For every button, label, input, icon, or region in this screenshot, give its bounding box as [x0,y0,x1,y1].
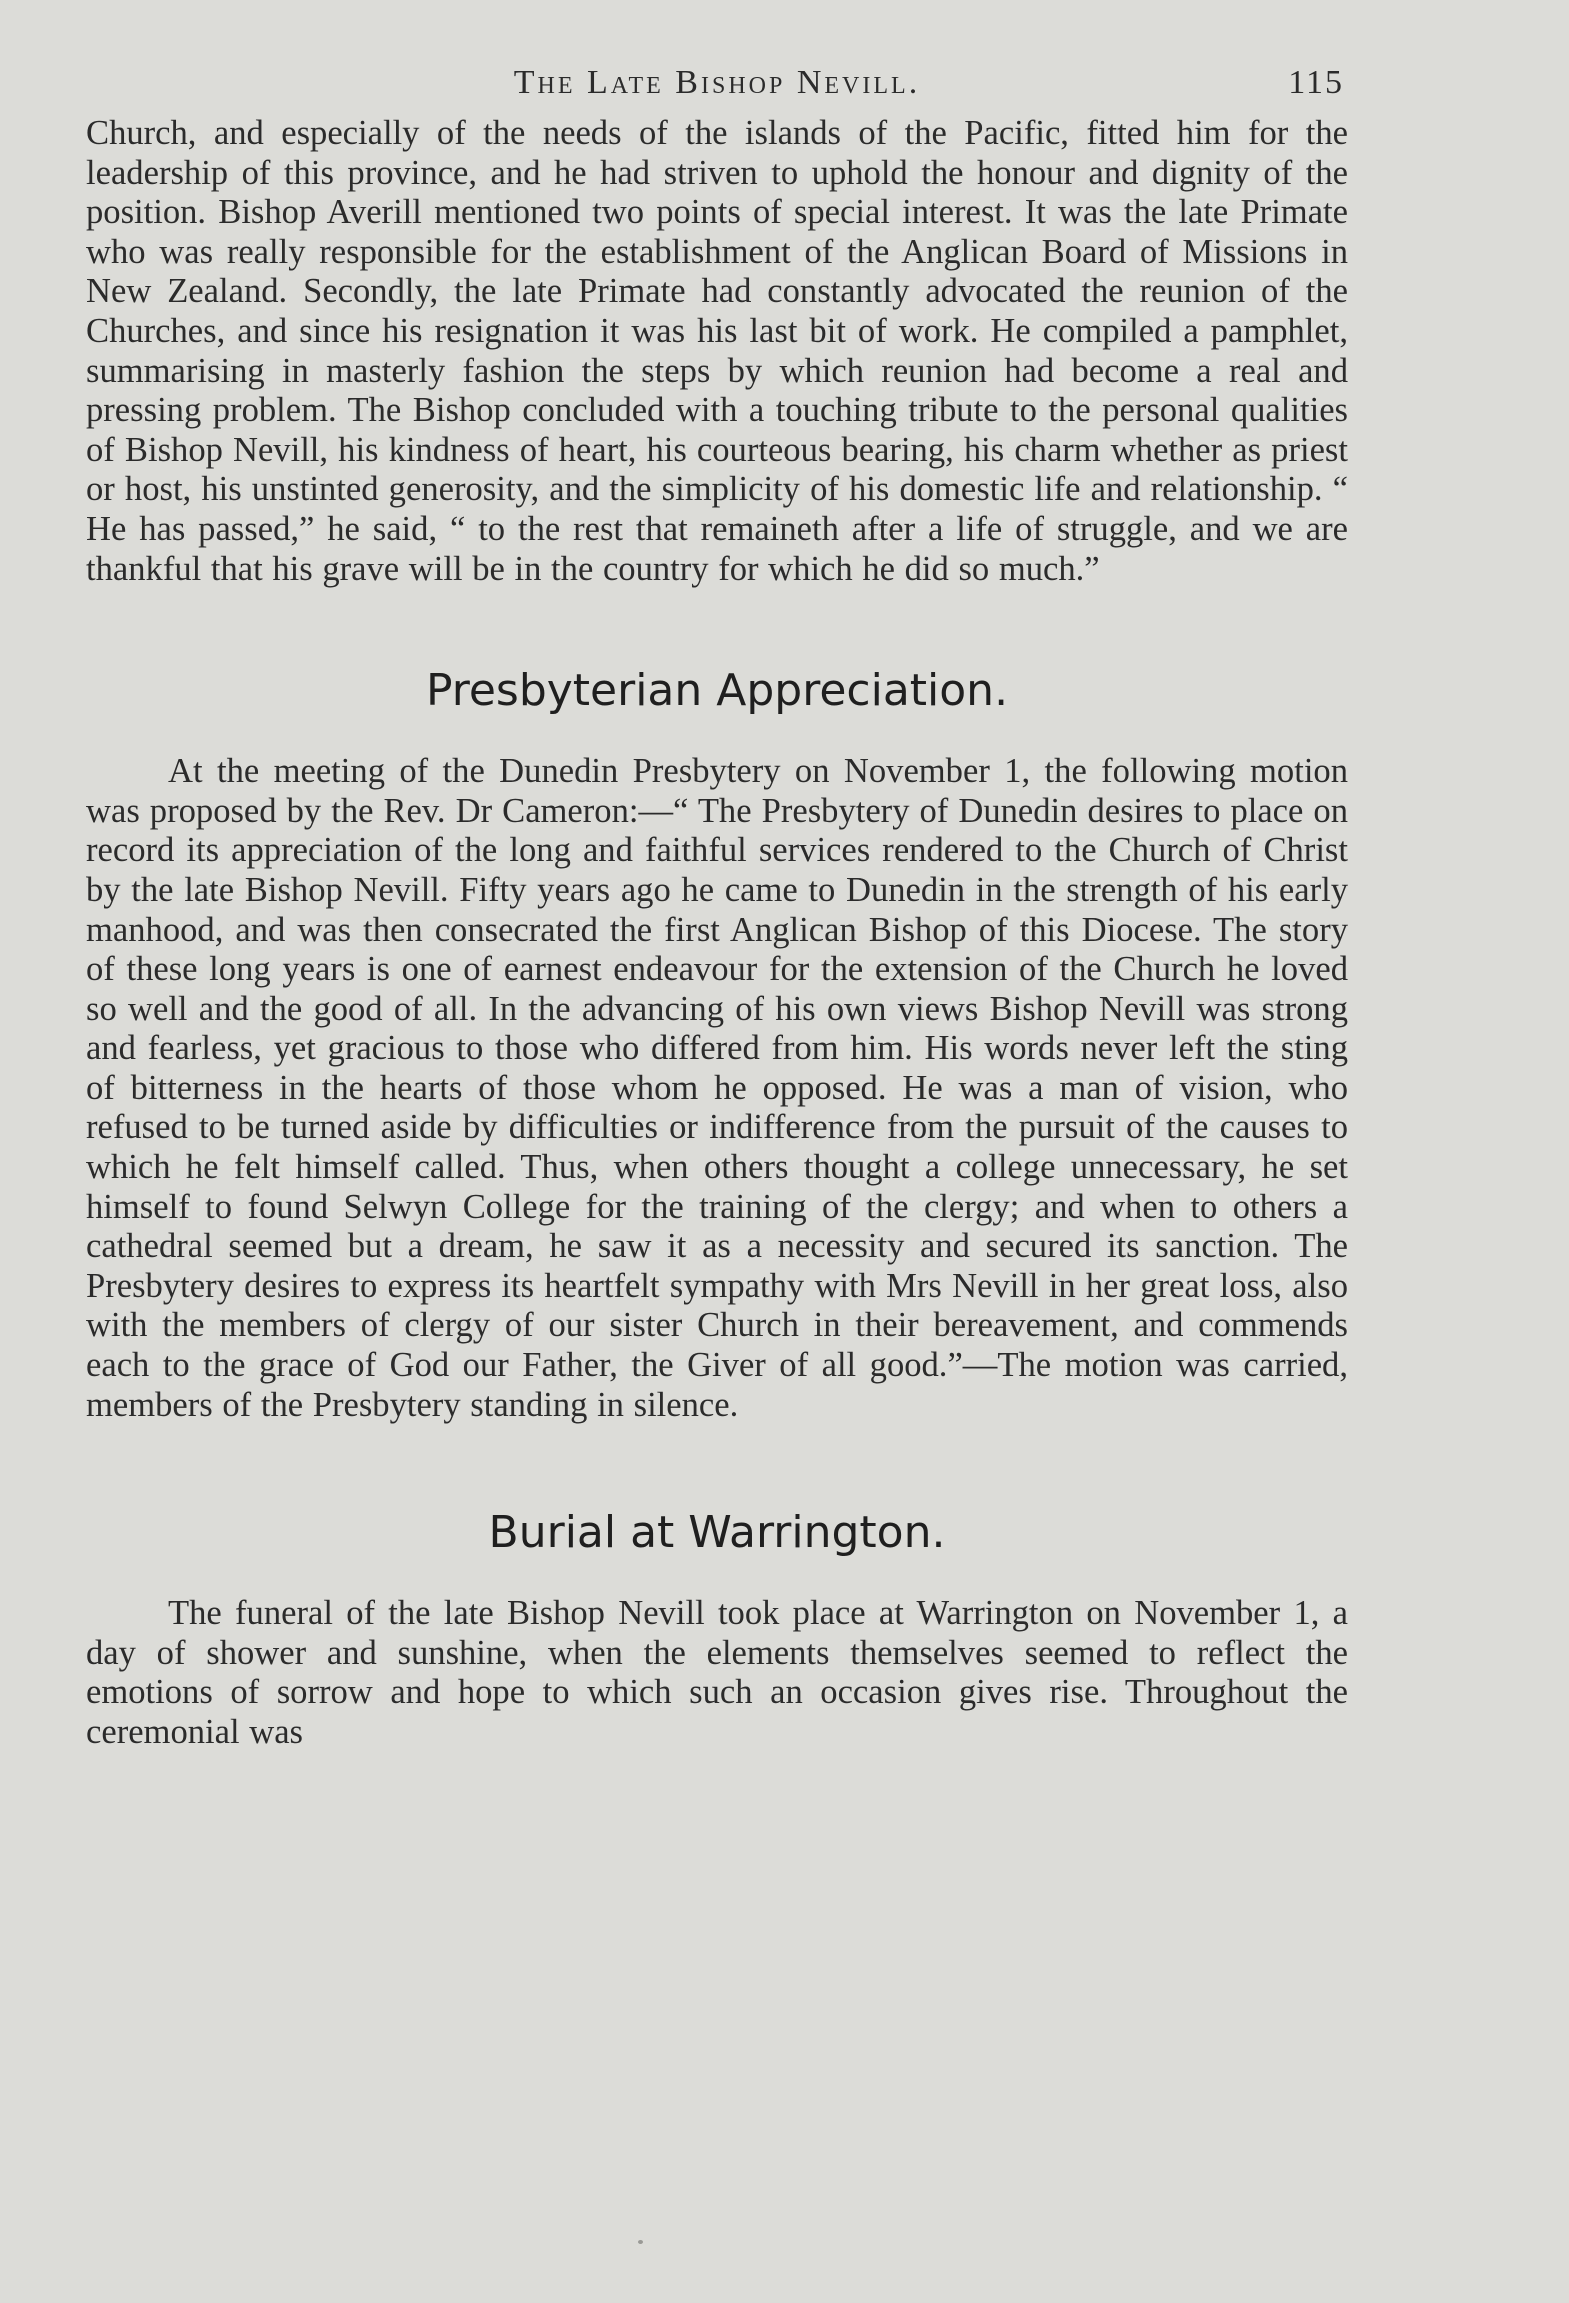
paragraph-funeral: The funeral of the late Bishop Nevill took place at Warrington on November 1, a day of shower and sunshine, when the elements themselves seemed to reflect the emotions of sorrow and hope to which such an occasion gives rise. Throughout the ceremonial was [86,1594,1348,1751]
paragraph-bishop-averill-tribute: Church, and especially of the needs of the islands of the Pacific, fitted him for the leadership of this province, and he had striven to uphold the honour and dignity of the position. Bishop Averill mentioned two points of special interest. It was the late Primate who was really responsible for the establishment of the Anglican Board of Missions in New Zealand. Secondly, the late Primate had constantly advocated the reunion of the Churches, and since his resignation it was his last bit of work. He compiled a pamphlet, summarising in masterly fashion the steps by which reunion had become a real and pressing problem. The Bishop concluded with a touching tribute to the personal qualities of Bishop Nevill, his kindness of heart, his courteous bearing, his charm whether as priest or host, his unstinted generosity, and the simplicity of his domestic life and relationship. “ He has passed,” he said, “ to the rest that remaineth after a life of struggle, and we are thankful that his grave will be in the country for which he did so much.” [86,114,1348,588]
paper-speck [638,2240,643,2244]
section-heading-presbyterian-appreciation: Presbyterian Appreciation. [425,665,1009,717]
running-header [86,58,1348,114]
paragraph-presbytery-motion: At the meeting of the Dunedin Presbytery on November 1, the following motion was proposed by the Rev. Dr Cameron:—“ The Presbytery of Dunedin desires to place on record its appreciation of the long and faithful services rendered to the Church of Christ by the late Bishop Nevill. Fifty years ago he came to Dunedin in the strength of his early manhood, and was then consecrated the first Anglican Bishop of this Diocese. The story of these long years is one of earnest endeavour for the extension of the Church he loved so well and the good of all. In the advancing of his own views Bishop Nevill was strong and fearless, yet gracious to those who differed from him. His words never left the sting of bitterness in the hearts of those whom he opposed. He was a man of vision, who refused to be turned aside by difficulties or indifference from the pursuit of the causes to which he felt himself called. Thus, when others thought a college unnecessary, he set himself to found Selwyn College for the training of the clergy; and when to others a cathedral seemed but a dream, he saw it as a necessity and secured its sanction. The Presbytery desires to express its heartfelt sympathy with Mrs Nevill in her great loss, also with the members of clergy of our sister Church in their bereavement, and commends each to the grace of God our Father, the Giver of all good.”—The motion was carried, members of the Presbytery standing in silence. [86,752,1348,1424]
running-title: The Late Bishop Nevill. [513,64,921,101]
book-page [86,58,1348,1753]
section-heading-burial-at-warrington: Burial at Warrington. [488,1507,946,1559]
page-number: 115 [1288,64,1344,101]
